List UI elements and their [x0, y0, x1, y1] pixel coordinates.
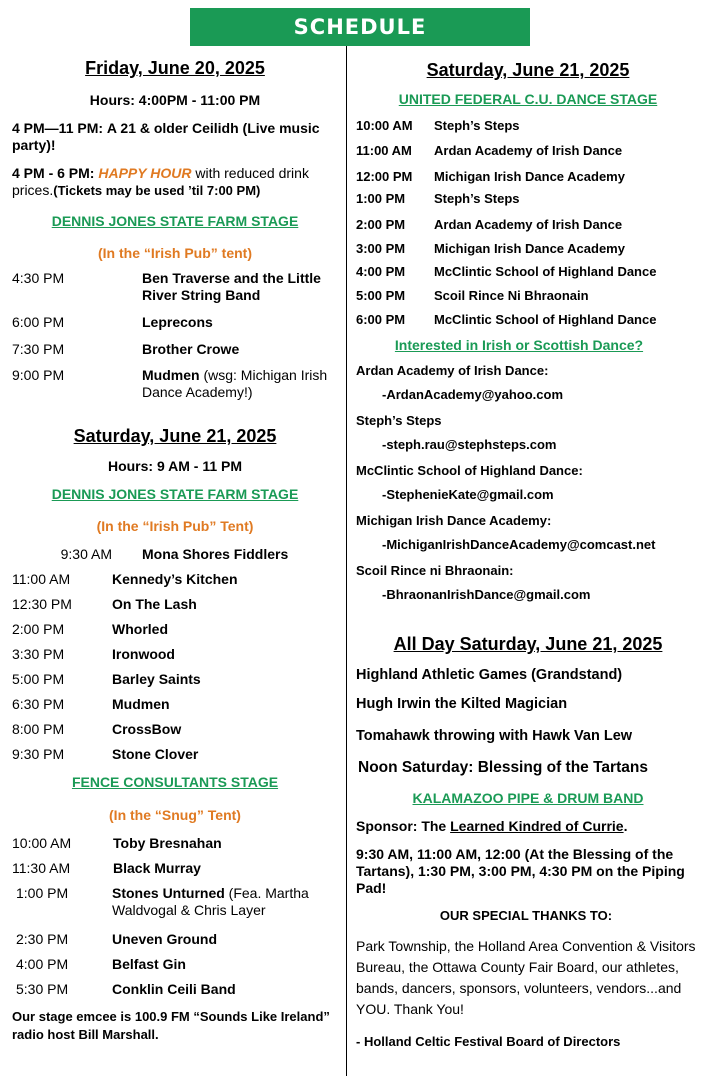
friday-hours: Hours: 4:00PM - 11:00 PM: [89, 92, 261, 108]
column-divider: [346, 46, 347, 1076]
act-name: Mona Shores Fiddlers: [142, 546, 289, 562]
friday-act: [12, 367, 332, 401]
act-name: Kennedy’s Kitchen: [112, 571, 238, 587]
sponsor-name: Learned Kindred of Currie: [450, 818, 624, 834]
school-email[interactable]: -steph.rau@stephsteps.com: [382, 437, 557, 452]
friday-stage-name: DENNIS JONES STATE FARM STAGE: [51, 213, 299, 229]
friday-act: [12, 270, 332, 304]
act-time: 1:00 PM: [356, 191, 406, 206]
act-time: 3:30 PM: [12, 646, 65, 662]
act-name: McClintic School of Highland Dance: [434, 312, 657, 327]
act-time: 4:00 PM: [16, 956, 69, 972]
ceilidh-info: [12, 120, 338, 154]
friday-act: [12, 314, 213, 331]
act-name: Ironwood: [112, 646, 175, 662]
act-name: Ardan Academy of Irish Dance: [434, 217, 623, 232]
act-time: 8:00 PM: [12, 721, 65, 737]
act-time: 11:30 AM: [12, 860, 71, 876]
act-time: 9:30 PM: [12, 746, 65, 762]
dance-act: [356, 191, 712, 217]
saturday-hours: Hours: 9 AM - 11 PM: [107, 458, 243, 474]
act-time: 4:30 PM: [12, 270, 65, 286]
fence-stage-name: FENCE CONSULTANTS STAGE: [71, 774, 279, 790]
dance-date: Saturday, June 21, 2025: [426, 60, 630, 80]
allday-item: Highland Athletic Games (Grandstand): [356, 667, 623, 683]
act-name: Stones Unturned: [112, 885, 225, 901]
school-name: McClintic School of Highland Dance:: [356, 463, 583, 478]
act-time: 2:00 PM: [356, 217, 406, 232]
saturday-act: [12, 571, 338, 596]
saturday-pub-list: [12, 546, 338, 771]
dance-stage-name: UNITED FEDERAL C.U. DANCE STAGE: [398, 91, 658, 107]
saturday-act: [12, 746, 338, 771]
thanks-text: Park Township, the Holland Area Convention & Visitors Bureau, the Ottawa County Fair Board, our athletes, bands, dancers, sponsors, volunteers, vendors...and YOU. Thank You!: [356, 938, 696, 1017]
act-name: Belfast Gin: [112, 956, 186, 972]
act-name: Ben Traverse and the Little River String Band: [142, 270, 321, 303]
act-name: Ardan Academy of Irish Dance: [434, 143, 623, 158]
saturday-date: Saturday, June 21, 2025: [73, 426, 277, 446]
act-name: Stone Clover: [112, 746, 199, 762]
happy-hour-time: 4 PM - 6 PM:: [12, 165, 95, 181]
act-time: 11:00 AM: [356, 143, 412, 158]
act-time: 12:00 PM: [356, 169, 413, 184]
act-name: Uneven Ground: [112, 931, 218, 947]
piping-times: 9:30 AM, 11:00 AM, 12:00 (At the Blessing of the Tartans), 1:30 PM, 3:00 PM, 4:30 PM on the Piping Pad!: [356, 846, 685, 896]
dance-act: [356, 288, 712, 312]
act-name: Michigan Irish Dance Academy: [434, 241, 625, 256]
act-name: CrossBow: [112, 721, 182, 737]
allday-item: Hugh Irwin the Kilted Magician: [356, 696, 568, 712]
allday-heading: All Day Saturday, June 21, 2025: [393, 634, 663, 654]
saturday-stage-name: DENNIS JONES STATE FARM STAGE: [51, 486, 299, 502]
saturday-act: [12, 621, 338, 646]
act-time: 5:00 PM: [356, 288, 406, 303]
friday-tent: (In the “Irish Pub” tent): [98, 245, 252, 261]
act-name: Mudmen: [142, 367, 200, 383]
school-name: Michigan Irish Dance Academy:: [356, 513, 552, 528]
act-time: 12:30 PM: [12, 596, 72, 612]
act-time: 4:00 PM: [356, 264, 406, 279]
act-time: 2:00 PM: [12, 621, 65, 637]
dance-act: [356, 241, 712, 264]
act-time: 2:30 PM: [16, 931, 69, 947]
act-time: 5:00 PM: [12, 671, 65, 687]
signature: - Holland Celtic Festival Board of Directors: [356, 1034, 621, 1049]
happy-hour-text: with reduced drink prices.: [12, 165, 309, 198]
act-name: Whorled: [112, 621, 168, 637]
school-name: Steph’s Steps: [356, 413, 442, 428]
allday-item: Noon Saturday: Blessing of the Tartans: [358, 759, 648, 776]
act-time: 6:30 PM: [12, 696, 65, 712]
act-time: 6:00 PM: [12, 314, 65, 330]
act-name: On The Lash: [112, 596, 197, 612]
saturday-act: [12, 646, 338, 671]
fence-act: [12, 860, 338, 885]
act-name: McClintic School of Highland Dance: [434, 264, 657, 279]
fence-act: [12, 981, 338, 1006]
act-time: 9:00 PM: [12, 367, 65, 383]
act-name: Brother Crowe: [142, 341, 240, 357]
pipe-band-name: KALAMAZOO PIPE & DRUM BAND: [412, 790, 644, 806]
thanks-heading: OUR SPECIAL THANKS TO:: [439, 908, 613, 923]
sponsor-end: .: [623, 818, 628, 834]
act-time: 5:30 PM: [16, 981, 69, 997]
saturday-act: [12, 696, 338, 721]
act-time: 10:00 AM: [12, 835, 72, 851]
allday-item: Tomahawk throwing with Hawk Van Lew: [356, 728, 633, 744]
school-contacts: [356, 363, 712, 613]
act-note: (Fea. Martha Waldvogal & Chris Layer: [112, 885, 309, 918]
ceilidh-time: 4 PM—11 PM:: [12, 120, 104, 136]
act-note: (wsg: Michigan Irish Dance Academy!): [142, 367, 328, 400]
fence-act: [12, 931, 338, 956]
dance-act: [356, 217, 712, 241]
dance-act: [356, 169, 712, 191]
act-name: Leprecons: [142, 314, 213, 330]
happy-hour-info: [12, 165, 342, 199]
act-name: Steph’s Steps: [434, 191, 520, 206]
act-time: 9:30 AM: [60, 546, 112, 562]
saturday-act: [12, 546, 338, 571]
ceilidh-text: A 21 & older Ceilidh (Live music party)!: [12, 120, 320, 153]
act-time: 7:30 PM: [12, 341, 65, 357]
act-time: 3:00 PM: [356, 241, 406, 256]
sponsor-line: [356, 818, 627, 834]
school-name: Scoil Rince ni Bhraonain:: [356, 563, 514, 578]
friday-act: [12, 341, 239, 358]
act-time: 1:00 PM: [16, 885, 69, 901]
act-time: 10:00 AM: [356, 118, 413, 133]
dance-act: [356, 143, 712, 169]
fence-act: [12, 956, 338, 981]
dance-act: [356, 118, 712, 143]
act-name: Barley Saints: [112, 671, 201, 687]
act-name: Conklin Ceili Band: [112, 981, 236, 997]
saturday-act: [12, 671, 338, 696]
fence-act: [12, 835, 338, 860]
schedule-banner: SCHEDULE: [190, 8, 530, 46]
act-name: Toby Bresnahan: [113, 835, 222, 851]
act-name: Black Murray: [113, 860, 201, 876]
fence-tent: (In the “Snug” Tent): [109, 807, 241, 823]
act-name: Scoil Rince Ni Bhraonain: [434, 288, 589, 303]
dance-act: [356, 264, 712, 288]
interested-heading: Interested in Irish or Scottish Dance?: [394, 337, 644, 353]
school-email[interactable]: -MichiganIrishDanceAcademy@comcast.net: [382, 537, 656, 552]
dance-list: [356, 118, 712, 336]
fence-act: [12, 885, 338, 931]
school-email[interactable]: -StephenieKate@gmail.com: [382, 487, 554, 502]
act-time: 11:00 AM: [12, 571, 71, 587]
saturday-tent: (In the “Irish Pub” Tent): [96, 518, 254, 534]
saturday-act: [12, 721, 338, 746]
dance-act: [356, 312, 712, 336]
school-email[interactable]: -ArdanAcademy@yahoo.com: [382, 387, 563, 402]
school-name: Ardan Academy of Irish Dance:: [356, 363, 549, 378]
act-name: Michigan Irish Dance Academy: [434, 169, 625, 184]
act-time: 6:00 PM: [356, 312, 406, 327]
happy-hour-note: (Tickets may be used ’til 7:00 PM): [53, 183, 261, 198]
act-name: Mudmen: [112, 696, 170, 712]
school-email[interactable]: -BhraonanIrishDance@gmail.com: [382, 587, 591, 602]
happy-hour-label: HAPPY HOUR: [98, 165, 192, 181]
friday-date: Friday, June 20, 2025: [85, 58, 265, 78]
act-name: Steph’s Steps: [434, 118, 520, 133]
emcee-note: Our stage emcee is 100.9 FM “Sounds Like Ireland” radio host Bill Marshall.: [12, 1009, 330, 1042]
sponsor-label: Sponsor: The: [356, 818, 447, 834]
saturday-act: [12, 596, 338, 621]
fence-list: [12, 835, 338, 1006]
